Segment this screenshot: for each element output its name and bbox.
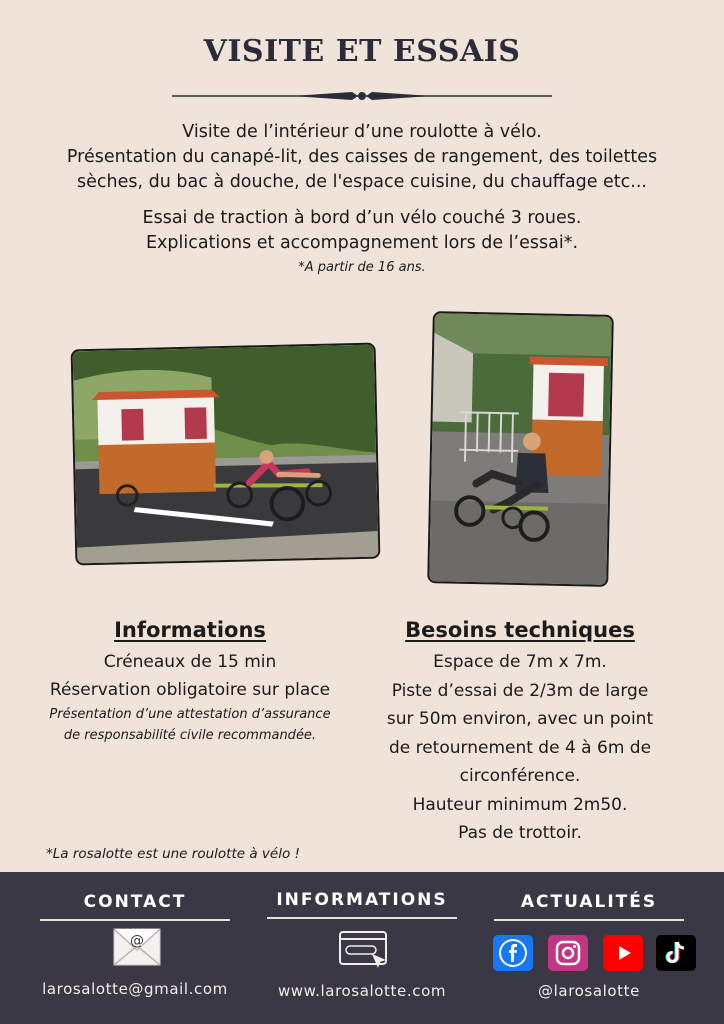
facebook-icon[interactable] [493,935,533,971]
footnote: *La rosalotte est une roulotte à vélo ! [46,846,300,862]
info-heading: INFORMATIONS [276,890,448,910]
title-divider-ornament [172,86,552,106]
contact-email[interactable]: larosalotte@gmail.com [42,980,228,998]
email-icon [113,928,161,966]
website-icon [338,930,388,972]
insurance-note-1: Présentation d’une attestation d’assurance [49,707,331,722]
photo-caravan-road [71,343,381,566]
slot-duration: Créneaux de 15 min [103,652,277,672]
besoins-block: Espace de 7m x 7m. Piste d’essai de 2/3m de large sur 50m environ, avec un point de retournement de 4 à 6m de circonférence. Hauteur minimum 2m50. Pas de trottoir. [386,652,654,843]
news-heading: ACTUALITÉS [520,892,658,912]
intro-test-text: Essai de traction à bord d’un vélo couché 3 roues. Explications et accompagnement lors de l’essai*. [142,208,582,253]
page-title: VISITE ET ESSAIS [203,34,521,69]
booking-requirement: Réservation obligatoire sur place [49,680,331,700]
youtube-icon[interactable] [603,935,643,971]
besoins-heading: Besoins techniques [405,618,635,642]
informations-block [20,648,360,746]
news-divider [494,919,684,921]
tiktok-icon[interactable] [656,935,696,971]
contact-divider [40,919,230,921]
news-handle[interactable]: @larosalotte [538,982,640,1000]
intro-visit-text: Visite de l’intérieur d’une roulotte à vélo. Présentation du canapé-lit, des caisses de rangement, des toilettes sèches, du bac à douche, de l'espace cuisine, du chauffage etc... [66,122,658,192]
insurance-note-2: de responsabilité civile recommandée. [63,728,317,743]
info-website[interactable]: www.larosalotte.com [277,982,447,1000]
informations-heading: Informations [114,618,266,642]
instagram-icon[interactable] [548,935,588,971]
info-divider [267,917,457,919]
age-note: *A partir de 16 ans. [298,260,426,275]
photo-recumbent-trike [427,311,614,587]
contact-heading: CONTACT [83,892,187,912]
svg-text:@: @ [130,933,144,949]
footer [0,872,724,1024]
